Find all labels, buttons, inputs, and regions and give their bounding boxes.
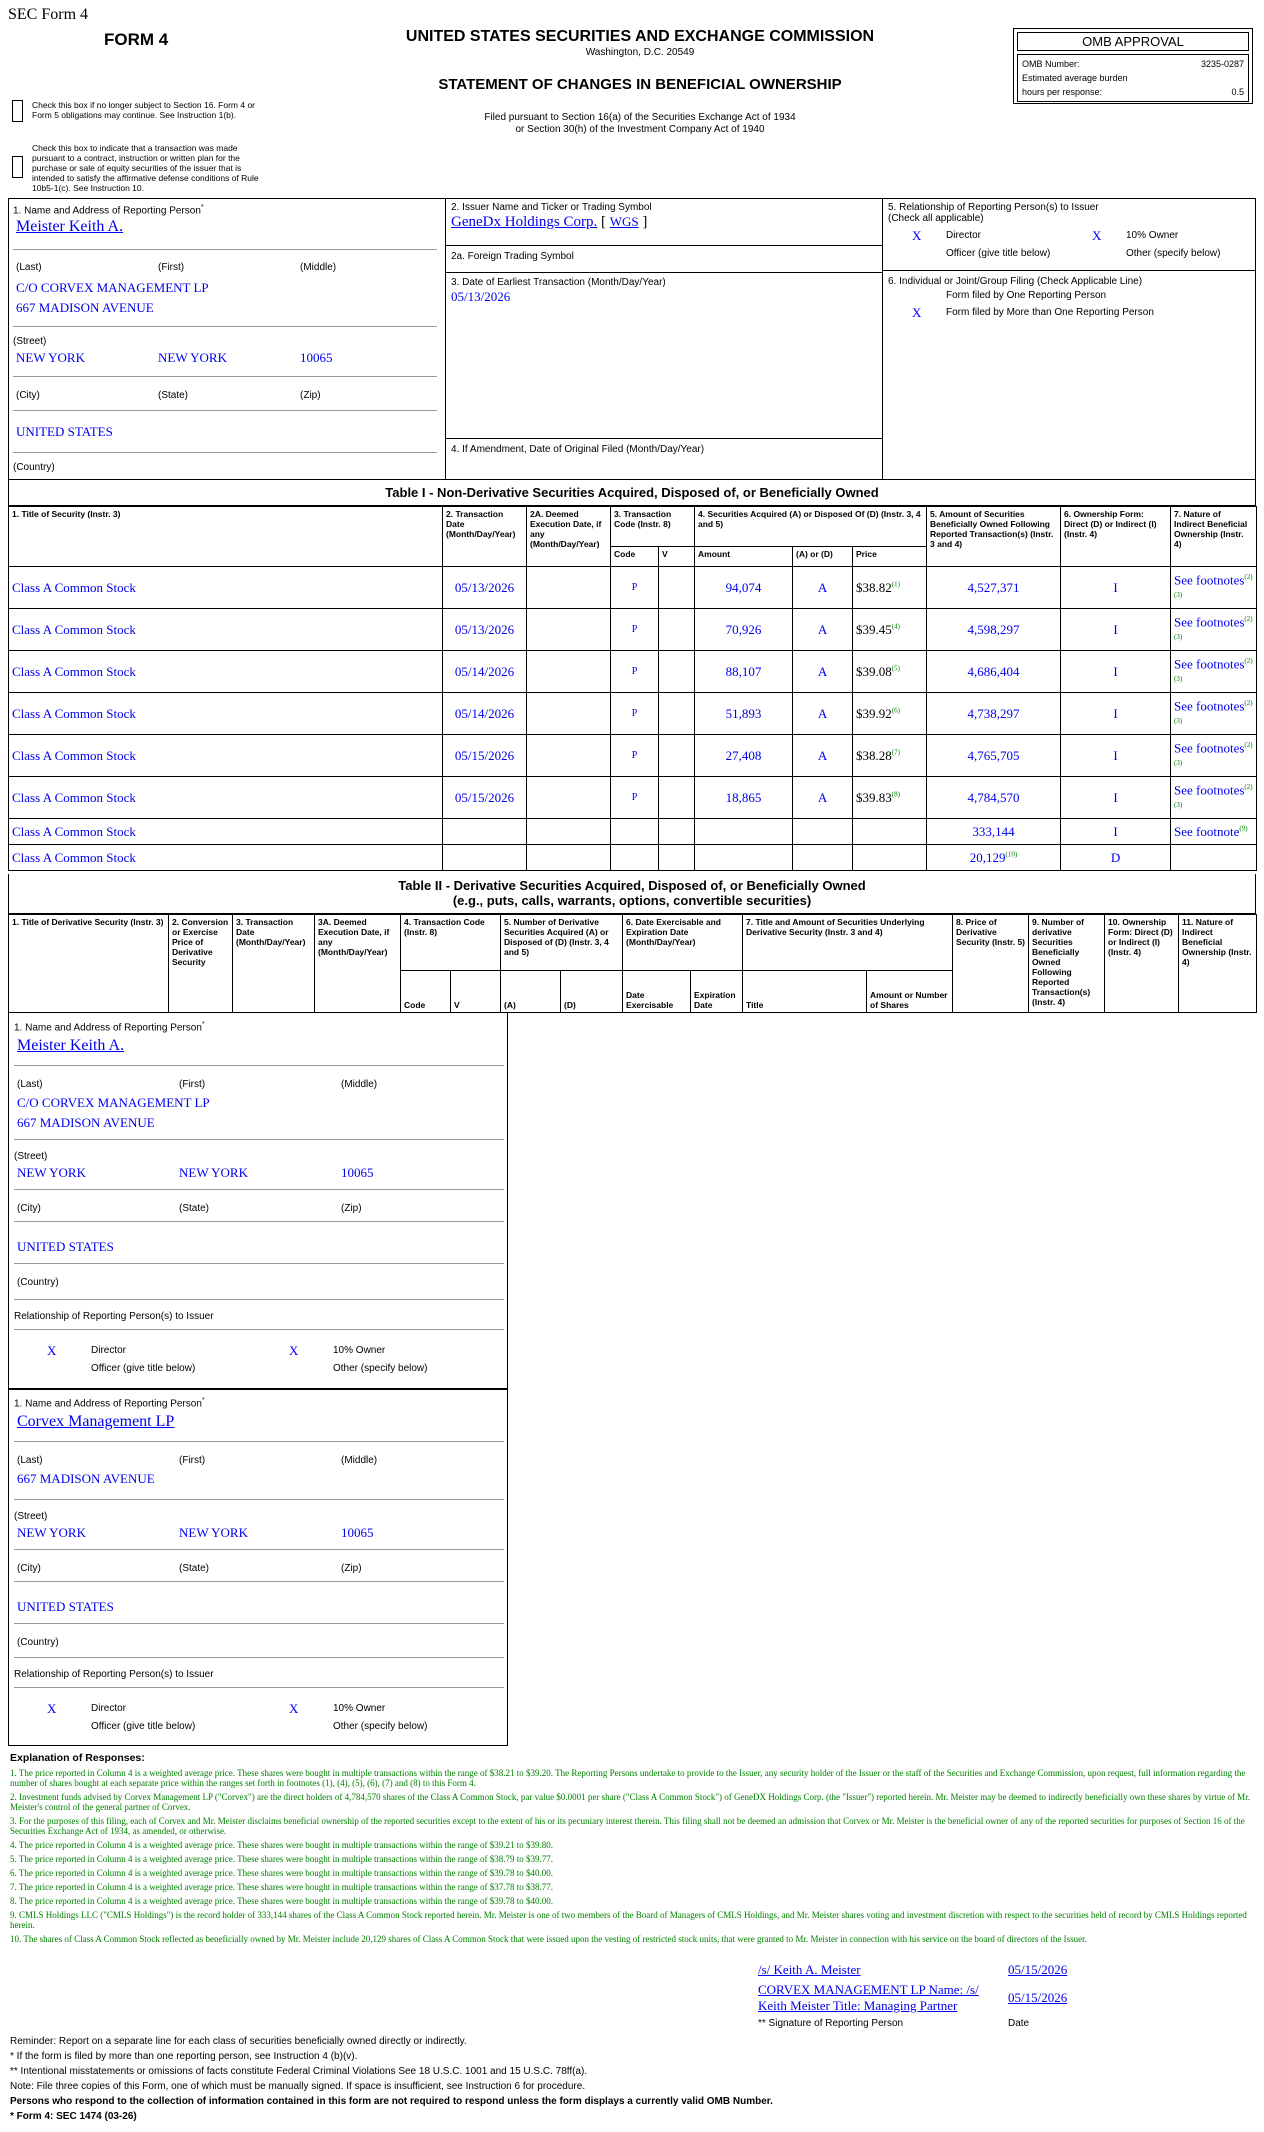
rp2-director-label: Director: [91, 1703, 127, 1714]
cell-form: I: [1061, 735, 1171, 777]
rp2-owner-check[interactable]: X: [289, 1701, 299, 1716]
cell-amount: 94,074: [695, 567, 793, 609]
cell-owned: 4,598,297: [927, 609, 1061, 651]
address-line-2: 667 MADISON AVENUE: [16, 300, 154, 315]
row7-title: Class A Common Stock: [9, 819, 443, 845]
signature-1[interactable]: /s/ Keith A. Meister: [758, 1962, 861, 1977]
cell-price: $38.28$^{(7)}$: [853, 735, 927, 777]
cell-ad: A: [793, 567, 853, 609]
rp1-country-label: (Country): [17, 1277, 59, 1288]
rp1-zip: 10065: [341, 1165, 374, 1180]
issuer-name-link[interactable]: GeneDx Holdings Corp.: [451, 214, 598, 230]
t2-h11: 11. Nature of Indirect Beneficial Ownership (Instr. 4): [1179, 915, 1257, 1013]
omb-number: 3235-0287: [1200, 59, 1244, 69]
cell-code: P: [611, 651, 659, 693]
footnote-1: 1. The price reported in Column 4 is a weighted average price. These shares were bought in multiple transactions within the range of $38.21 to $39.20. The Reporting Persons undertake to provide to the Issuer, any security holder of the Issuer or the staff of the Securities and Exchange Commission, upon request, full information regarding the number of shares bought at each separate price within the ranges set forth in footnotes (1), (4), (5), (6), (7) and (8) to this Form 4.: [10, 1768, 1246, 1788]
cell-code: P: [611, 567, 659, 609]
form-title: FORM 4: [104, 30, 169, 49]
omb-number-label: OMB Number:: [1022, 59, 1080, 69]
box6-label: 6. Individual or Joint/Group Filing (Check Applicable Line): [888, 276, 1143, 287]
city-label: (City): [16, 390, 40, 401]
rule-10b5-checkbox[interactable]: [12, 156, 23, 178]
cell-price: $39.92$^{(6)}$: [853, 693, 927, 735]
cell-price: $39.08$^{(5)}$: [853, 651, 927, 693]
t2-title: Title: [743, 971, 867, 1013]
first-label: (First): [158, 262, 185, 273]
rp1-owner-label: 10% Owner: [333, 1345, 386, 1356]
table-row: [9, 609, 1257, 651]
rp1-owner-check[interactable]: X: [289, 1343, 299, 1358]
rp2-label: 1. Name and Address of Reporting Person*: [14, 1397, 205, 1410]
footer-note-3: Note: File three copies of this Form, one of which must be manually signed. If space is insufficient, see Instruction 6 for procedure.: [10, 2081, 586, 2092]
cell-nature: See footnotes$^{(2)(3)}$: [1171, 735, 1257, 777]
cell-title: Class A Common Stock: [9, 567, 443, 609]
rp2-zip-label: (Zip): [341, 1563, 362, 1574]
footnote-8: 8. The price reported in Column 4 is a weighted average price. These shares were bought in multiple transactions within the range of $39.78 to $40.00.: [10, 1896, 554, 1906]
rp1-city-label: (City): [17, 1203, 41, 1214]
cell-form: I: [1061, 777, 1171, 819]
rp2-officer-label: Officer (give title below): [91, 1721, 196, 1732]
t2-h3: 3. Transaction Date (Month/Day/Year): [233, 915, 315, 1013]
more-persons-check[interactable]: X: [912, 305, 922, 320]
cell-price: $39.83$^{(8)}$: [853, 777, 927, 819]
row7-form: I: [1061, 819, 1171, 845]
cell-owned: 4,686,404: [927, 651, 1061, 693]
t1-h4: 4. Securities Acquired (A) or Disposed Of (D) (Instr. 3, 4 and 5): [695, 507, 927, 547]
footer-reminder: Reminder: Report on a separate line for each class of securities beneficially owned directly or indirectly.: [10, 2036, 467, 2047]
sec-form-label: SEC Form 4: [8, 6, 89, 23]
commission-title: UNITED STATES SECURITIES AND EXCHANGE COMMISSION: [405, 28, 875, 45]
cell-title: Class A Common Stock: [9, 609, 443, 651]
issuer-line: GeneDx Holdings Corp. [ WGS ]: [451, 214, 648, 230]
rp1-middle-label: (Middle): [341, 1079, 378, 1090]
cell-title: Class A Common Stock: [9, 777, 443, 819]
table2-title: Table II - Derivative Securities Acquired, Disposed of, or Beneficially Owned (e.g., puts, calls, warrants, options, convertible securities): [8, 874, 1256, 914]
officer-label: Officer (give title below): [946, 248, 1051, 259]
cell-date: 05/13/2026: [443, 609, 527, 651]
box2a-label: 2a. Foreign Trading Symbol: [451, 251, 574, 262]
cell-nature: See footnotes$^{(2)(3)}$: [1171, 693, 1257, 735]
t2-h1: 1. Title of Derivative Security (Instr. 3): [9, 915, 169, 1013]
footnote-5: 5. The price reported in Column 4 is a weighted average price. These shares were bought in multiple transactions within the range of $38.79 to $39.77.: [10, 1854, 554, 1864]
date-label: Date: [1008, 2018, 1030, 2029]
table-row: [9, 567, 1257, 609]
signature-label: ** Signature of Reporting Person: [758, 2018, 904, 2029]
row8-title: Class A Common Stock: [9, 845, 443, 871]
box5-sub: (Check all applicable): [888, 213, 984, 224]
one-person-label: Form filed by One Reporting Person: [946, 290, 1107, 301]
omb-hours: 0.5: [1231, 87, 1244, 97]
cell-ad: A: [793, 609, 853, 651]
omb-title: OMB APPROVAL: [1017, 32, 1249, 51]
rp2-city: NEW YORK: [17, 1525, 86, 1540]
commission-city: Washington, D.C. 20549: [585, 47, 695, 58]
cell-amount: 88,107: [695, 651, 793, 693]
check2-text: Check this box to indicate that a transaction was made pursuant to a contract, instruction or written plan for the purchase or sale of equity securities of the issuer that is intended to satisfy the affirmative defense conditions of Rule 10b5-1(c). See Instruction 10.: [32, 143, 259, 193]
director-label: Director: [946, 230, 982, 241]
cell-form: I: [1061, 567, 1171, 609]
table-row: [9, 845, 1257, 871]
t2-h4: 4. Transaction Code (Instr. 8): [401, 915, 501, 971]
footer-omb-note: Persons who respond to the collection of information contained in this form are not required to respond unless the form displays a currently valid OMB Number.: [10, 2096, 773, 2107]
cell-amount: 51,893: [695, 693, 793, 735]
cell-nature: See footnotes$^{(2)(3)}$: [1171, 609, 1257, 651]
signature-date-2[interactable]: 05/15/2026: [1008, 1990, 1068, 2005]
omb-hours-label: hours per response:: [1022, 87, 1103, 97]
cell-code: P: [611, 735, 659, 777]
table-row: [9, 693, 1257, 735]
rp2-address-1: 667 MADISON AVENUE: [17, 1471, 155, 1486]
filed-pursuant-1: Filed pursuant to Section 16(a) of the Securities Exchange Act of 1934: [484, 112, 796, 123]
row8-owned: 20,129$^{(10)}$: [927, 845, 1061, 871]
footnote-10: 10. The shares of Class A Common Stock reflected as beneficially owned by Mr. Meister include 20,129 shares of Class A Common Stock that were issued upon the vesting of restricted stock units, that were granted to Mr. Meister in connection with his service on the board of directors of the Issuer.: [10, 1934, 1087, 1944]
box2-label: 2. Issuer Name and Ticker or Trading Symbol: [451, 202, 652, 213]
table1: [8, 506, 1257, 871]
state-value: NEW YORK: [158, 350, 227, 365]
more-persons-label: Form filed by More than One Reporting Person: [946, 307, 1154, 318]
cell-owned: 4,784,570: [927, 777, 1061, 819]
footnote-2: 2. Investment funds advised by Corvex Management LP ("Corvex") are the direct holders of 4,784,570 shares of the Class A Common Stock, par value $0.0001 per share ("Class A Common Stock") of GeneDX Holdings Corp. (the "Issuer") reported herein. Mr. Meister may be deemed to indirectly beneficially own these shares by virtue of Mr. Meister's control of the general partner of Corvex.: [10, 1792, 1250, 1812]
table-row: [9, 819, 1257, 845]
cell-date: 05/13/2026: [443, 567, 527, 609]
rp1-director-check[interactable]: X: [47, 1343, 57, 1358]
rp1-director-label: Director: [91, 1345, 127, 1356]
row7-nature: See footnote$^{(9)}$: [1171, 819, 1257, 845]
cell-nature: See footnotes$^{(2)(3)}$: [1171, 777, 1257, 819]
footnote-4: 4. The price reported in Column 4 is a weighted average price. These shares were bought in multiple transactions within the range of $39.21 to $39.80.: [10, 1840, 554, 1850]
rp1-other-label: Other (specify below): [333, 1363, 428, 1374]
cell-price: $38.82$^{(1)}$: [853, 567, 927, 609]
ten-percent-owner-label: 10% Owner: [1126, 230, 1179, 241]
table1-title: Table I - Non-Derivative Securities Acquired, Disposed of, or Beneficially Owned: [8, 480, 1256, 506]
t1-h3: 3. Transaction Code (Instr. 8): [611, 507, 695, 547]
table2: [8, 914, 1257, 1013]
t1-aord: (A) or (D): [793, 547, 853, 567]
filed-pursuant-2: or Section 30(h) of the Investment Company Act of 1940: [515, 124, 765, 135]
check1-text: Check this box if no longer subject to Section 16. Form 4 or Form 5 obligations may continue. See Instruction 1(b).: [32, 100, 256, 120]
rp2-owner-label: 10% Owner: [333, 1703, 386, 1714]
t2-a: (A): [501, 971, 561, 1013]
cell-owned: 4,527,371: [927, 567, 1061, 609]
no-longer-subject-checkbox[interactable]: [12, 100, 23, 122]
rp2-name-link[interactable]: Corvex Management LP: [17, 1413, 175, 1430]
cell-price: $39.45$^{(4)}$: [853, 609, 927, 651]
country-value: UNITED STATES: [16, 424, 113, 439]
rp2-middle-label: (Middle): [341, 1455, 378, 1466]
rp1-state-label: (State): [179, 1203, 210, 1214]
ticker-link[interactable]: WGS: [609, 214, 639, 229]
rp2-last-label: (Last): [17, 1455, 43, 1466]
rp1-officer-label: Officer (give title below): [91, 1363, 196, 1374]
cell-amount: 27,408: [695, 735, 793, 777]
cell-owned: 4,738,297: [927, 693, 1061, 735]
cell-ad: A: [793, 693, 853, 735]
city-value: NEW YORK: [16, 350, 85, 365]
t2-h10: 10. Ownership Form: Direct (D) or Indirect (I) (Instr. 4): [1105, 915, 1179, 1013]
address-line-1: C/O CORVEX MANAGEMENT LP: [16, 280, 209, 295]
cell-title: Class A Common Stock: [9, 735, 443, 777]
box1-label: 1. Name and Address of Reporting Person*: [13, 204, 204, 217]
footnotes-list: [10, 1768, 1254, 1948]
t2-h2: 2. Conversion or Exercise Price of Derivative Security: [169, 915, 233, 1013]
omb-burden-label: Estimated average burden: [1022, 73, 1128, 83]
cell-date: 05/14/2026: [443, 651, 527, 693]
t1-code: Code: [611, 547, 659, 567]
t1-h6: 6. Ownership Form: Direct (D) or Indirect (I) (Instr. 4): [1061, 507, 1171, 567]
cell-form: I: [1061, 693, 1171, 735]
t1-h1: 1. Title of Security (Instr. 3): [9, 507, 443, 567]
signature-2[interactable]: CORVEX MANAGEMENT LP Name: /s/ Keith Meister Title: Managing Partner: [758, 1982, 979, 2013]
cell-ad: A: [793, 735, 853, 777]
rp2-state-label: (State): [179, 1563, 210, 1574]
rp2-zip: 10065: [341, 1525, 374, 1540]
t2-code: Code: [401, 971, 451, 1013]
footnote-6: 6. The price reported in Column 4 is a weighted average price. These shares were bought in multiple transactions within the range of $39.78 to $40.00.: [10, 1868, 554, 1878]
signature-date-1[interactable]: 05/15/2026: [1008, 1962, 1068, 1977]
cell-title: Class A Common Stock: [9, 693, 443, 735]
other-label: Other (specify below): [1126, 248, 1221, 259]
rp1-zip-label: (Zip): [341, 1203, 362, 1214]
footer-form-id: * Form 4: SEC 1474 (03-26): [10, 2111, 137, 2122]
rp2-relationship-label: Relationship of Reporting Person(s) to Issuer: [14, 1669, 214, 1680]
footer-note-2: ** Intentional misstatements or omissions of facts constitute Federal Criminal Violations See 18 U.S.C. 1001 and 15 U.S.C. 78ff(a).: [10, 2066, 588, 2077]
statement-title: STATEMENT OF CHANGES IN BENEFICIAL OWNERSHIP: [438, 76, 842, 93]
state-label: (State): [158, 390, 189, 401]
t1-h2a: 2A. Deemed Execution Date, if any (Month/Day/Year): [527, 507, 611, 567]
t2-expiration-date: Expiration Date: [691, 971, 743, 1013]
t1-price: Price: [853, 547, 927, 567]
rp1-address-2: 667 MADISON AVENUE: [17, 1115, 155, 1130]
box3-label: 3. Date of Earliest Transaction (Month/Day/Year): [451, 277, 666, 288]
t2-h8: 8. Price of Derivative Security (Instr. 5): [953, 915, 1029, 1013]
t1-h5: 5. Amount of Securities Beneficially Owned Following Reported Transaction(s) (Instr. 3 and 4): [927, 507, 1061, 567]
rp2-country-label: (Country): [17, 1637, 59, 1648]
footnote-7: 7. The price reported in Column 4 is a weighted average price. These shares were bought in multiple transactions within the range of $37.78 to $38.77.: [10, 1882, 554, 1892]
rp1-label: 1. Name and Address of Reporting Person*: [14, 1021, 205, 1034]
box4-label: 4. If Amendment, Date of Original Filed (Month/Day/Year): [451, 444, 705, 455]
rp1-relationship-label: Relationship of Reporting Person(s) to Issuer: [14, 1311, 214, 1322]
zip-label: (Zip): [300, 390, 321, 401]
row7-owned: 333,144: [927, 819, 1061, 845]
cell-form: I: [1061, 609, 1171, 651]
cell-date: 05/15/2026: [443, 735, 527, 777]
director-check[interactable]: X: [912, 228, 922, 243]
country-label: (Country): [13, 462, 55, 473]
rp1-address-1: C/O CORVEX MANAGEMENT LP: [17, 1095, 210, 1110]
row8-form: D: [1061, 845, 1171, 871]
t1-h2: 2. Transaction Date (Month/Day/Year): [443, 507, 527, 567]
rp2-other-label: Other (specify below): [333, 1721, 428, 1732]
rp2-state: NEW YORK: [179, 1525, 248, 1540]
t2-amount-shares: Amount or Number of Shares: [867, 971, 953, 1013]
cell-date: 05/15/2026: [443, 777, 527, 819]
rp2-city-label: (City): [17, 1563, 41, 1574]
cell-code: P: [611, 693, 659, 735]
rp2-director-check[interactable]: X: [47, 1701, 57, 1716]
rp1-name-link[interactable]: Meister Keith A.: [17, 1037, 125, 1054]
t2-date-exercisable: Date Exercisable: [623, 971, 691, 1013]
t2-h3a: 3A. Deemed Execution Date, if any (Month/Day/Year): [315, 915, 401, 1013]
cell-form: I: [1061, 651, 1171, 693]
box5-label: 5. Relationship of Reporting Person(s) to Issuer: [888, 202, 1099, 213]
street-label: (Street): [13, 336, 47, 347]
t2-h9: 9. Number of derivative Securities Beneficially Owned Following Reported Transaction(s) (Instr. 4): [1029, 915, 1105, 1013]
table-row: [9, 651, 1257, 693]
ten-percent-owner-check[interactable]: X: [1092, 228, 1102, 243]
cell-date: 05/14/2026: [443, 693, 527, 735]
rp1-first-label: (First): [179, 1079, 206, 1090]
rp1-country: UNITED STATES: [17, 1239, 114, 1254]
rp1-state: NEW YORK: [179, 1165, 248, 1180]
rp1-city: NEW YORK: [17, 1165, 86, 1180]
t1-h7: 7. Nature of Indirect Beneficial Ownership (Instr. 4): [1171, 507, 1257, 567]
cell-nature: See footnotes$^{(2)(3)}$: [1171, 567, 1257, 609]
explanation-title: Explanation of Responses:: [10, 1752, 145, 1764]
rp2-street-label: (Street): [14, 1511, 48, 1522]
earliest-transaction-date: 05/13/2026: [451, 289, 511, 304]
reporting-person-2: [8, 1388, 508, 1746]
t2-h7: 7. Title and Amount of Securities Underlying Derivative Security (Instr. 3 and 4): [743, 915, 953, 971]
cell-code: P: [611, 777, 659, 819]
last-label: (Last): [16, 262, 42, 273]
reporting-person-1: [8, 1012, 508, 1390]
footnote-3: 3. For the purposes of this filing, each of Corvex and Mr. Meister disclaims beneficial ownership of the reported securities except to the extent of his or its pecuniary interest therein. This filing shall not be deemed an admission that Corvex or Mr. Meister is the beneficial owner of any of the reported securities for purposes of Section 16 of the Securities Exchange Act of 1934, as amended, or otherwise.: [10, 1816, 1245, 1836]
cell-nature: See footnotes$^{(2)(3)}$: [1171, 651, 1257, 693]
rp1-last-label: (Last): [17, 1079, 43, 1090]
cell-owned: 4,765,705: [927, 735, 1061, 777]
t1-v: V: [659, 547, 695, 567]
footnote-9: 9. CMLS Holdings LLC ("CMLS Holdings") is the record holder of 333,144 shares of the Class A Common Stock reported herein. Mr. Meister is one of two members of the Board of Managers of CMLS Holdings, and Mr. Meister shares voting and investment discretion with respect to the securities held of record by CMLS Holdings reported herein.: [10, 1910, 1247, 1930]
cell-amount: 70,926: [695, 609, 793, 651]
rp1-street-label: (Street): [14, 1151, 48, 1162]
t2-d: (D): [561, 971, 623, 1013]
middle-label: (Middle): [300, 262, 337, 273]
rp2-country: UNITED STATES: [17, 1599, 114, 1614]
cell-ad: A: [793, 651, 853, 693]
table-row: [9, 735, 1257, 777]
t2-h6: 6. Date Exercisable and Expiration Date (Month/Day/Year): [623, 915, 743, 971]
rp2-first-label: (First): [179, 1455, 206, 1466]
t2-v: V: [451, 971, 501, 1013]
table-row: [9, 777, 1257, 819]
cell-title: Class A Common Stock: [9, 651, 443, 693]
t1-amount: Amount: [695, 547, 793, 567]
reporting-person-name-link[interactable]: Meister Keith A.: [16, 218, 124, 235]
t2-h5: 5. Number of Derivative Securities Acquired (A) or Disposed of (D) (Instr. 3, 4 and 5): [501, 915, 623, 971]
footer-note-1: * If the form is filed by more than one reporting person, see Instruction 4 (b)(v).: [10, 2051, 358, 2062]
cell-ad: A: [793, 777, 853, 819]
cell-amount: 18,865: [695, 777, 793, 819]
footer: [10, 2034, 773, 2124]
cell-code: P: [611, 609, 659, 651]
zip-value: 10065: [300, 350, 333, 365]
omb-approval-box: [1013, 28, 1253, 104]
